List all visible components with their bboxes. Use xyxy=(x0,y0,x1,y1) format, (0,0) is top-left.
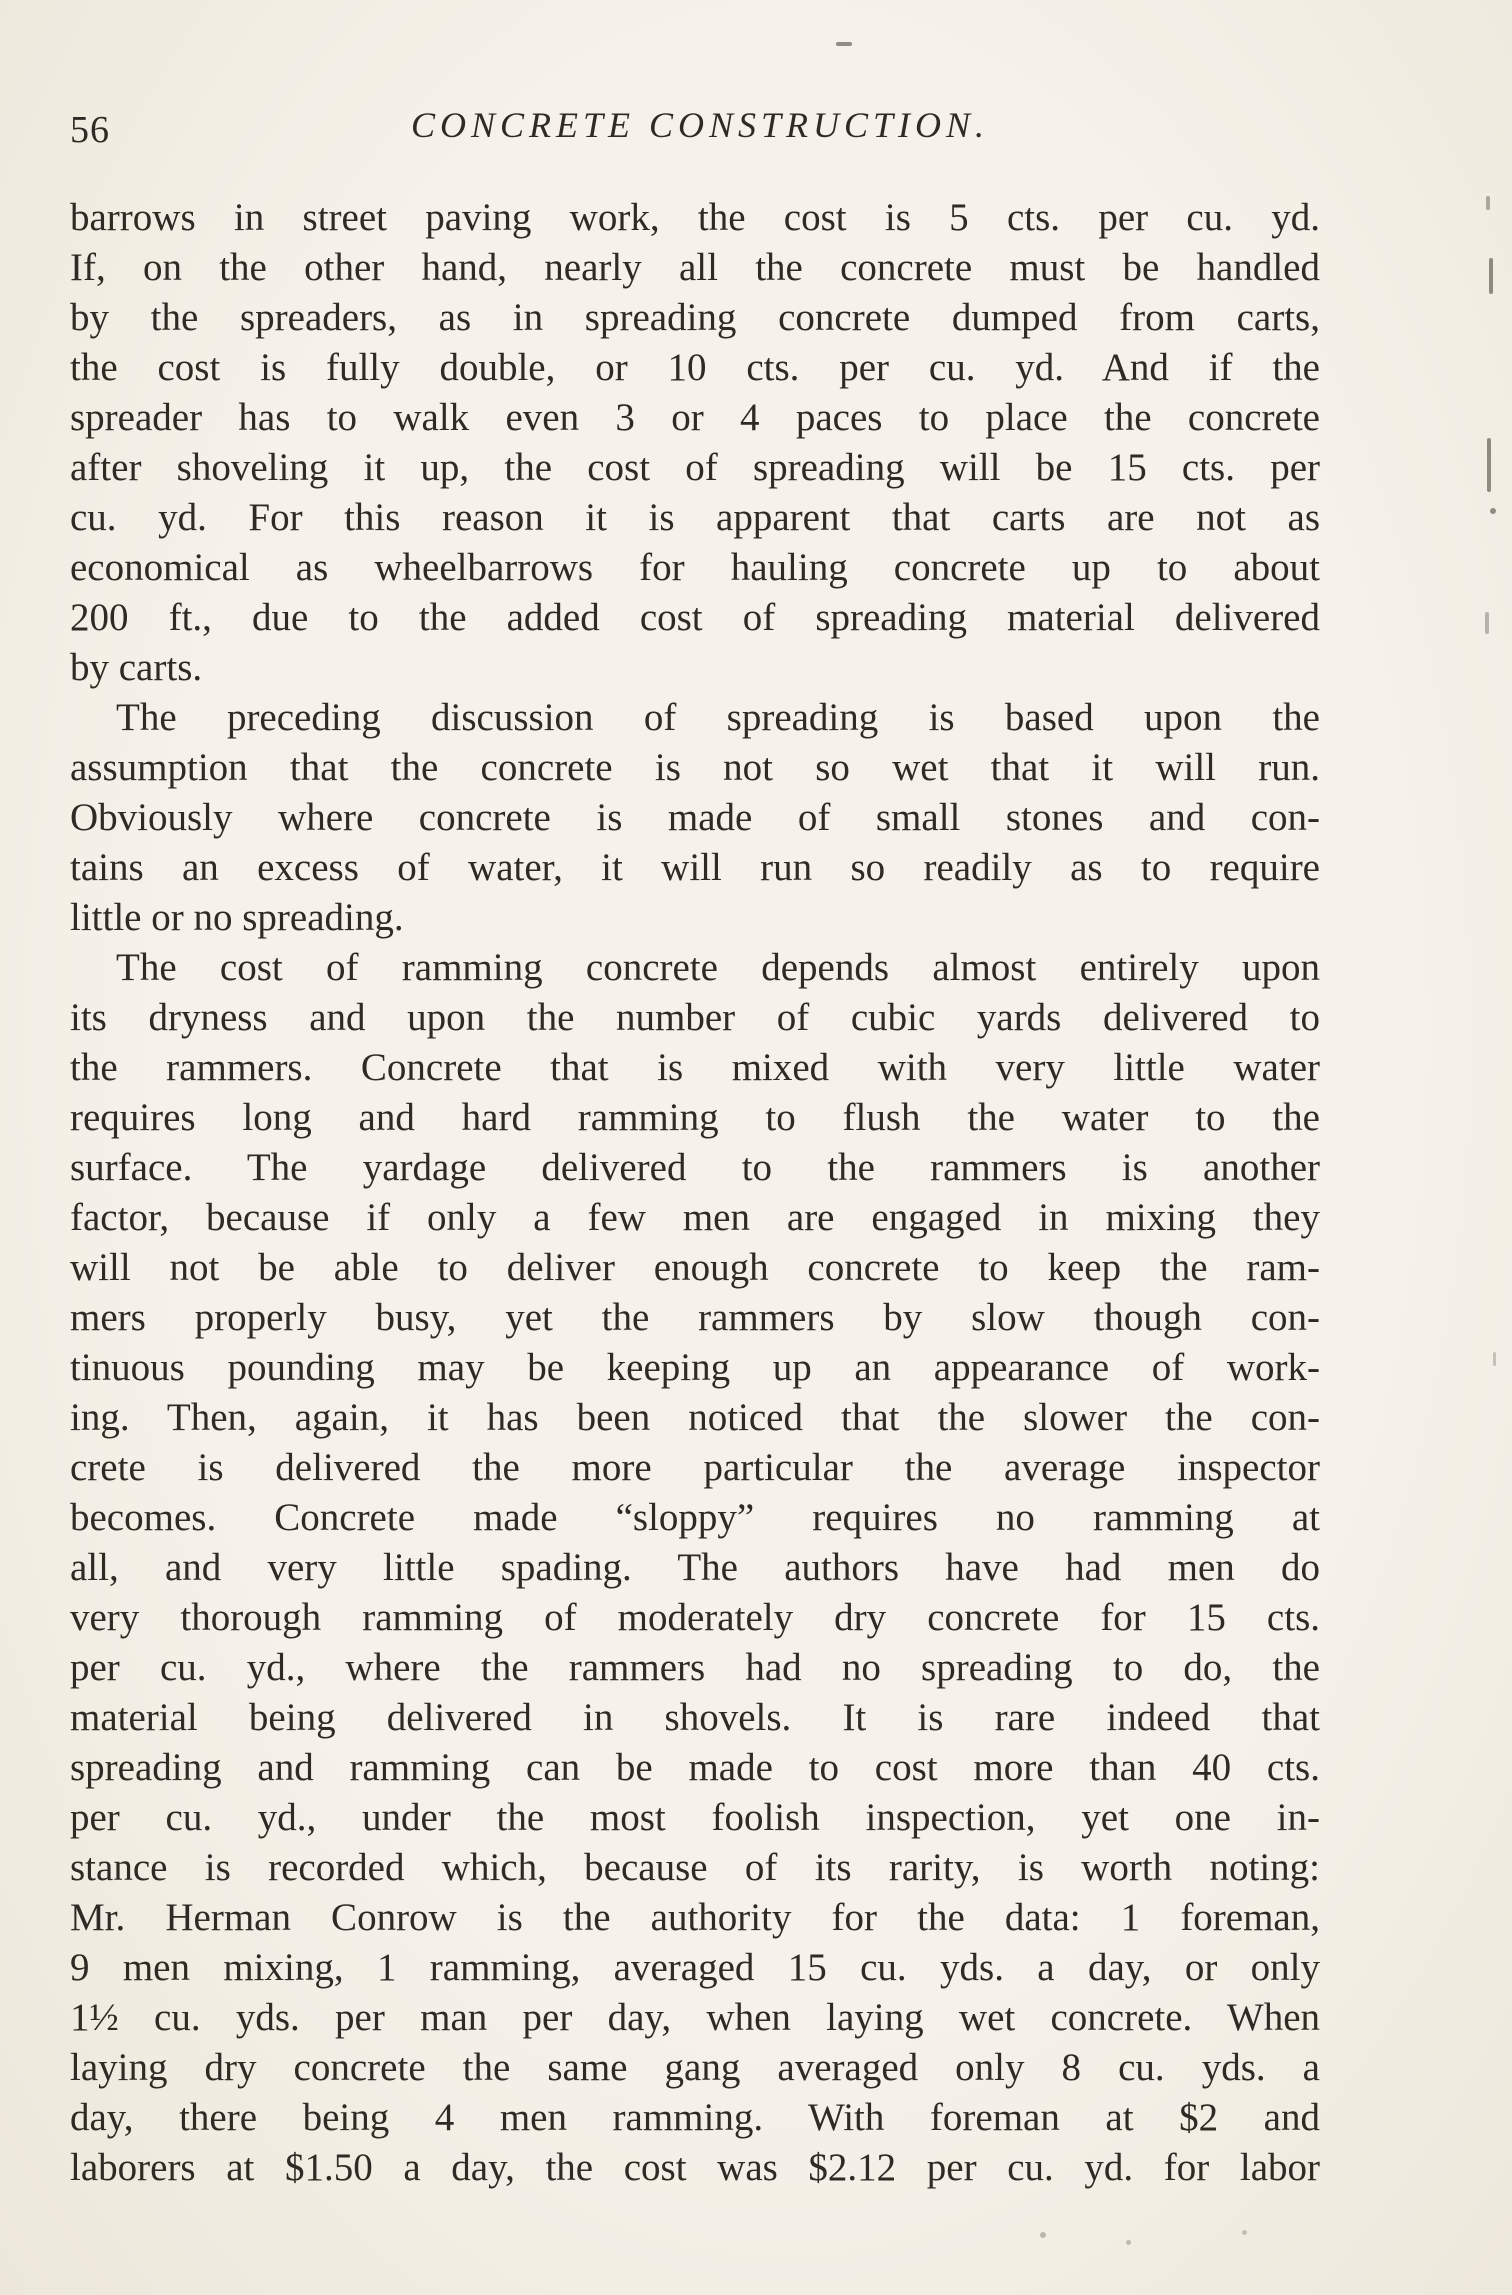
running-title: CONCRETE CONSTRUCTION. xyxy=(410,105,990,145)
text-line: 9 men mixing, 1 ramming, averaged 15 cu. yds. a day, or only xyxy=(70,1946,1320,1989)
text-line: Mr. Herman Conrow is the authority for the data: 1 foreman, xyxy=(70,1896,1320,1939)
text-line: factor, because if only a few men are engaged in mixing they xyxy=(70,1196,1320,1239)
scan-artifact xyxy=(1490,508,1496,514)
text-line: spreader has to walk even 3 or 4 paces to place the concrete xyxy=(70,396,1320,439)
text-line: If, on the other hand, nearly all the concrete must be handled xyxy=(70,246,1320,289)
text-line: by carts. xyxy=(70,646,203,689)
text-line: becomes. Concrete made “sloppy” requires no ramming at xyxy=(70,1496,1320,1539)
text-line: economical as wheelbarrows for hauling concrete up to about xyxy=(70,546,1320,589)
text-line: requires long and hard ramming to flush the water to the xyxy=(70,1096,1320,1139)
scan-artifact xyxy=(1040,2232,1046,2238)
text-line: by the spreaders, as in spreading concrete dumped from carts, xyxy=(70,296,1320,339)
paragraph xyxy=(70,693,1320,943)
paragraph xyxy=(70,193,1320,693)
text-line: mers properly busy, yet the rammers by slow though con- xyxy=(70,1296,1320,1339)
text-line: will not be able to deliver enough concrete to keep the ram- xyxy=(70,1246,1320,1289)
text-line: cu. yd. For this reason it is apparent that carts are not as xyxy=(70,496,1320,539)
scan-artifact xyxy=(1493,1352,1496,1366)
text-line: laborers at $1.50 a day, the cost was $2.12 per cu. yd. for labor xyxy=(70,2146,1320,2189)
text-line: barrows in street paving work, the cost is 5 cts. per cu. yd. xyxy=(70,196,1320,239)
scan-artifact xyxy=(1242,2230,1247,2235)
text-line: little or no spreading. xyxy=(70,896,404,939)
text-line: The preceding discussion of spreading is based upon the xyxy=(116,696,1320,739)
text-line: after shoveling it up, the cost of spreading will be 15 cts. per xyxy=(70,446,1320,489)
text-line: tinuous pounding may be keeping up an appearance of work- xyxy=(70,1346,1320,1389)
text-line: day, there being 4 men ramming. With foreman at $2 and xyxy=(70,2096,1320,2139)
page-number: 56 xyxy=(70,109,110,151)
scan-artifact xyxy=(836,42,852,46)
text-line: spreading and ramming can be made to cost more than 40 cts. xyxy=(70,1746,1320,1789)
scan-artifact xyxy=(1486,196,1490,210)
text-line: per cu. yd., where the rammers had no spreading to do, the xyxy=(70,1646,1320,1689)
scan-artifact xyxy=(1485,612,1489,634)
text-line: all, and very little spading. The authors have had men do xyxy=(70,1546,1320,1589)
scan-artifact xyxy=(1487,438,1491,492)
text-line: stance is recorded which, because of its rarity, is worth noting: xyxy=(70,1846,1320,1889)
scan-artifact xyxy=(1126,2240,1131,2245)
text-line: 1½ cu. yds. per man per day, when laying wet concrete. When xyxy=(70,1996,1320,2039)
text-line: surface. The yardage delivered to the rammers is another xyxy=(70,1146,1320,1189)
text-line: the rammers. Concrete that is mixed with very little water xyxy=(70,1046,1320,1089)
text-line: very thorough ramming of moderately dry concrete for 15 cts. xyxy=(70,1596,1320,1639)
text-line: the cost is fully double, or 10 cts. per cu. yd. And if the xyxy=(70,346,1320,389)
text-line: The cost of ramming concrete depends almost entirely upon xyxy=(116,946,1320,989)
text-line: ing. Then, again, it has been noticed that the slower the con- xyxy=(70,1396,1320,1439)
text-line: laying dry concrete the same gang averaged only 8 cu. yds. a xyxy=(70,2046,1320,2089)
text-line: its dryness and upon the number of cubic yards delivered to xyxy=(70,996,1320,1039)
text-line: tains an excess of water, it will run so readily as to require xyxy=(70,846,1320,889)
text-line: material being delivered in shovels. It is rare indeed that xyxy=(70,1696,1320,1739)
text-line: per cu. yd., under the most foolish inspection, yet one in- xyxy=(70,1796,1320,1839)
text-line: assumption that the concrete is not so wet that it will run. xyxy=(70,746,1320,789)
text-line: Obviously where concrete is made of small stones and con- xyxy=(70,796,1320,839)
text-line: crete is delivered the more particular the average inspector xyxy=(70,1446,1320,1489)
text-line: 200 ft., due to the added cost of spreading material delivered xyxy=(70,596,1320,639)
page-header xyxy=(70,104,1320,158)
page-body xyxy=(70,193,1320,2193)
paragraph xyxy=(70,943,1320,2193)
scan-artifact xyxy=(1489,258,1493,294)
